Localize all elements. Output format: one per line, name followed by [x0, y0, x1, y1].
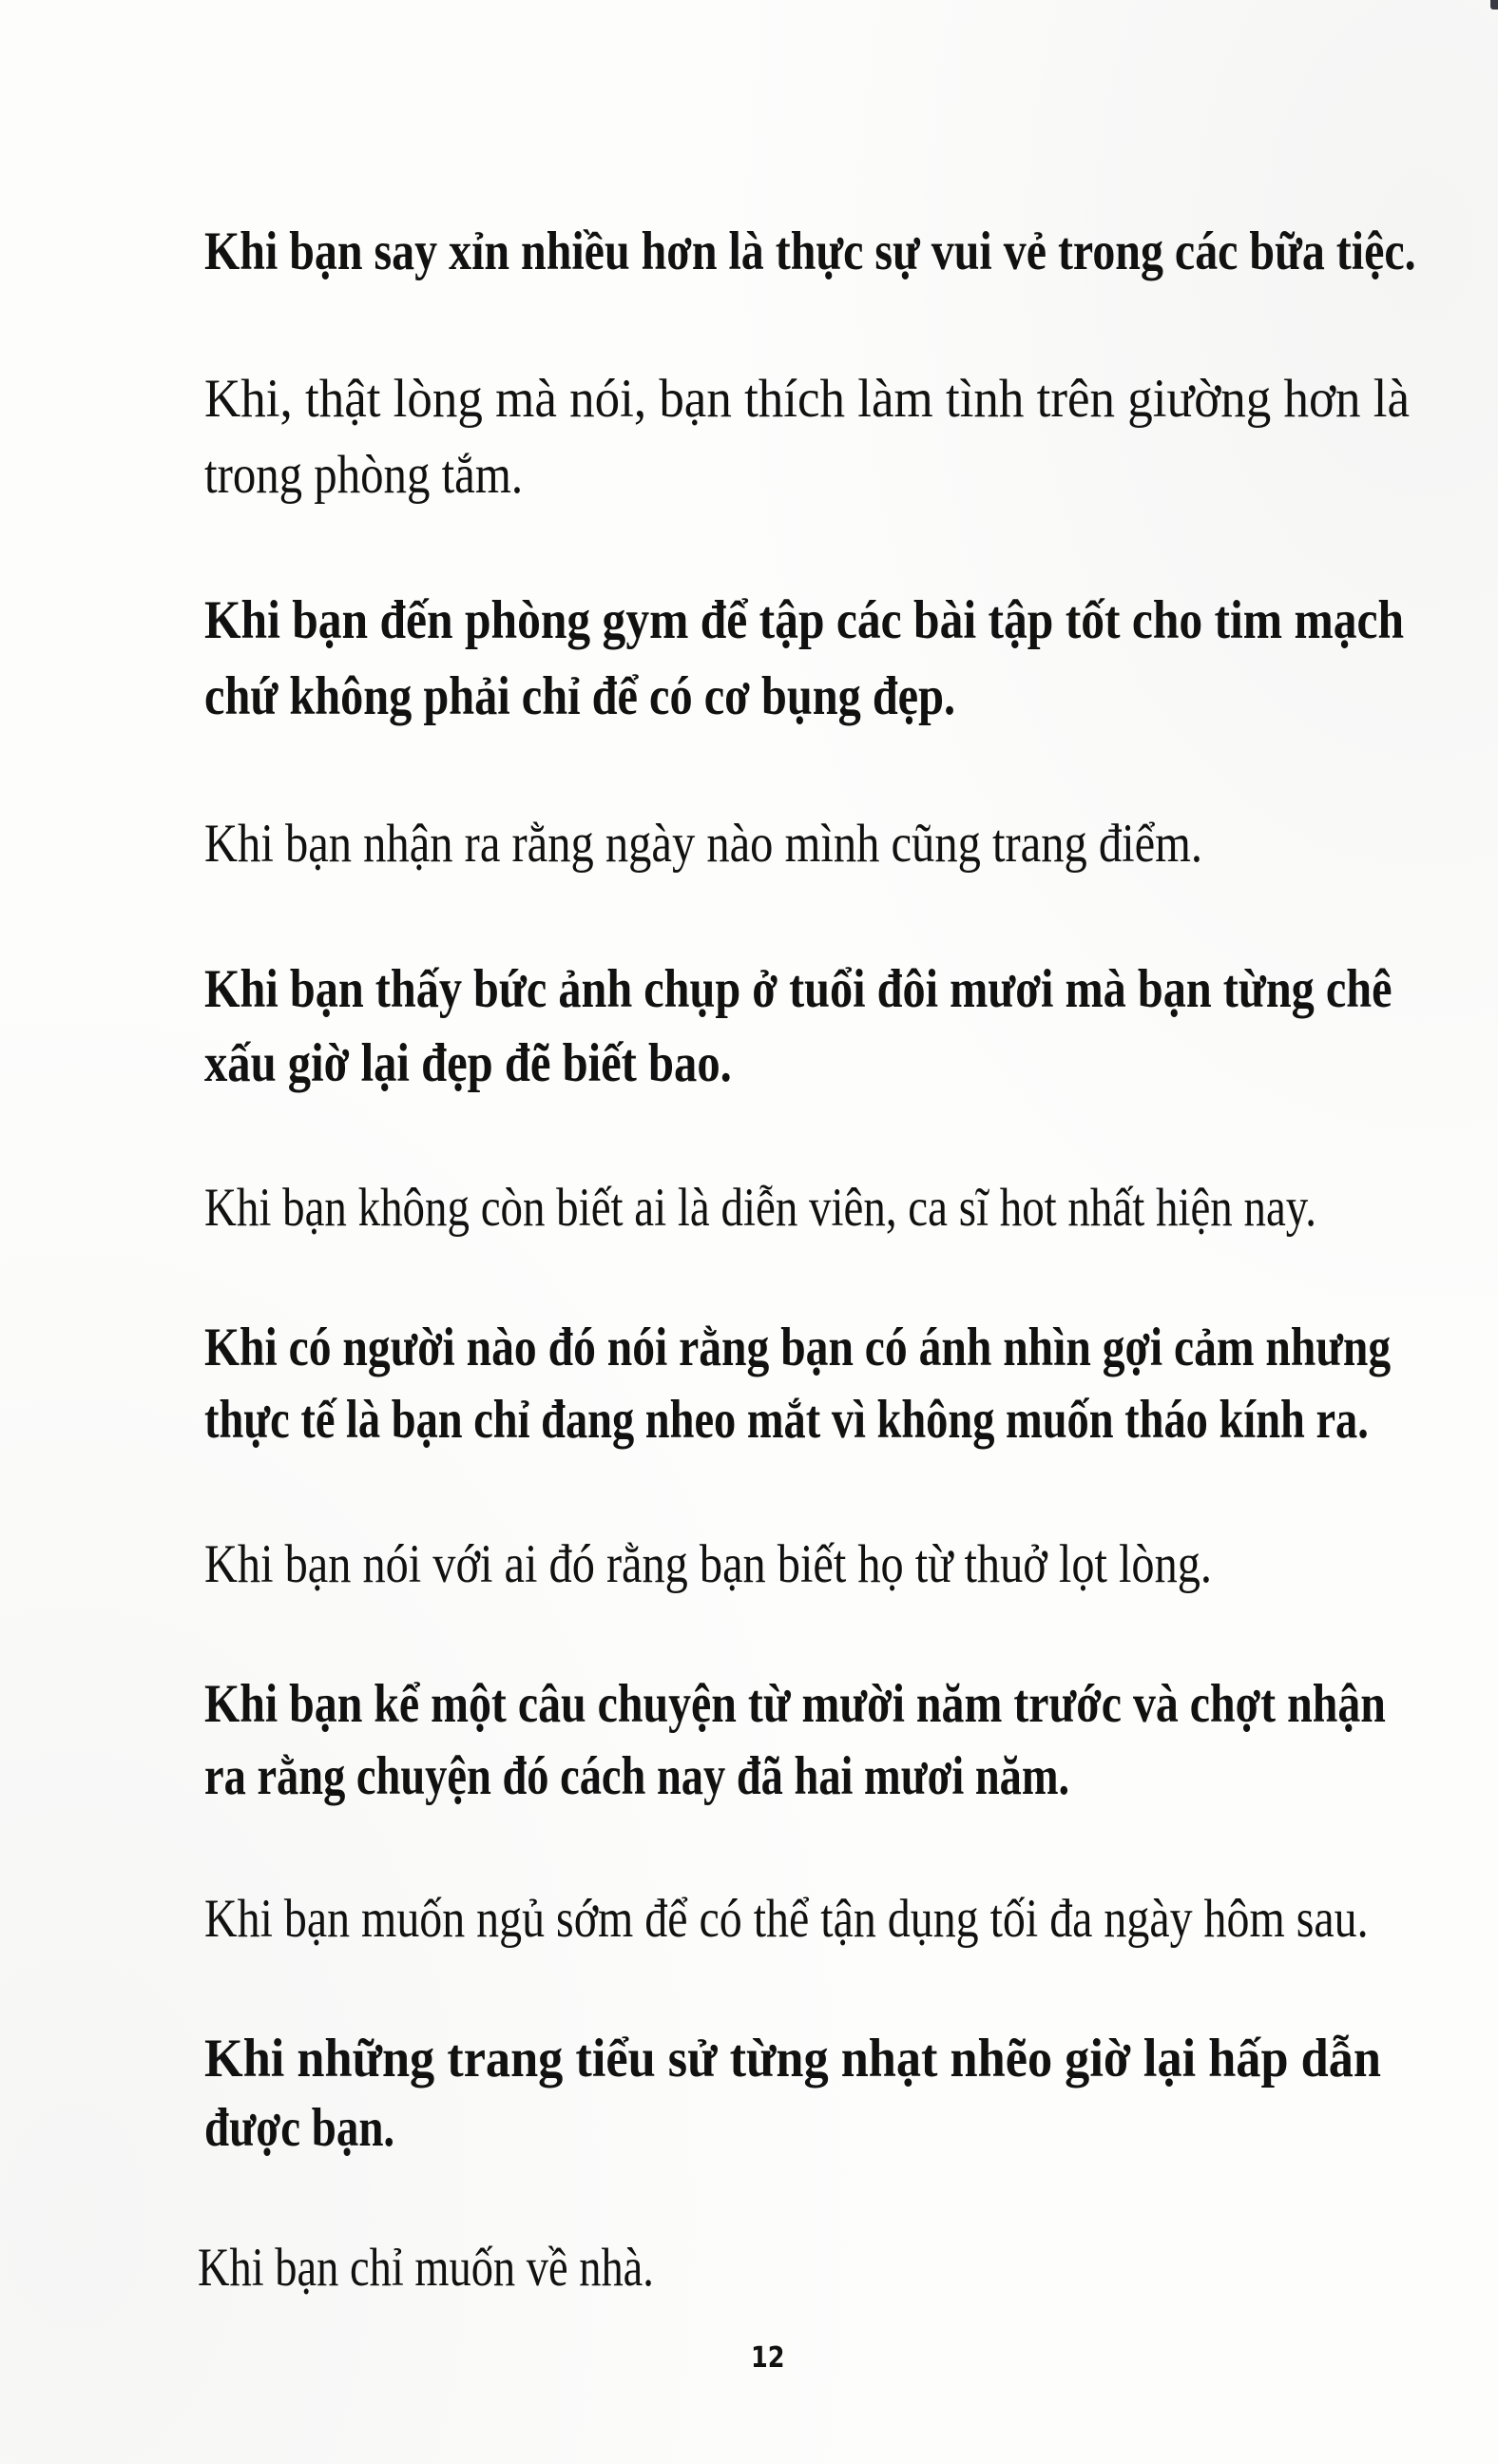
paragraph-3-line-2: chứ không phải chỉ để có cơ bụng đẹp.: [204, 666, 956, 726]
paragraph-11-line-1: Khi những trang tiểu sử từng nhạt nhẽo giờ lại hấp dẫn: [204, 2029, 1381, 2089]
scan-edge-mark: [1490, 0, 1498, 10]
paragraph-2-line-2: trong phòng tắm.: [204, 445, 524, 505]
paragraph-6-line-1: Khi bạn không còn biết ai là diễn viên, ca sĩ hot nhất hiện nay.: [204, 1178, 1316, 1238]
paragraph-8-line-1: Khi bạn nói với ai đó rằng bạn biết họ từ thuở lọt lòng.: [204, 1534, 1213, 1594]
paragraph-11-line-2: được bạn.: [204, 2098, 395, 2158]
paragraph-9-line-2: ra rằng chuyện đó cách nay đã hai mươi năm.: [204, 1746, 1070, 1806]
paragraph-5-line-2: xấu giờ lại đẹp đẽ biết bao.: [204, 1033, 732, 1093]
paragraph-2-line-1: Khi, thật lòng mà nói, bạn thích làm tình trên giường hơn là: [204, 369, 1410, 429]
paragraph-3-line-1: Khi bạn đến phòng gym để tập các bài tập tốt cho tim mạch: [204, 590, 1405, 650]
paragraph-4-line-1: Khi bạn nhận ra rằng ngày nào mình cũng trang điểm.: [204, 814, 1203, 874]
paragraph-10-line-1: Khi bạn muốn ngủ sớm để có thể tận dụng tối đa ngày hôm sau.: [204, 1889, 1369, 1949]
paragraph-9-line-1: Khi bạn kể một câu chuyện từ mười năm trước và chợt nhận: [204, 1674, 1386, 1734]
paragraph-1-line-1: Khi bạn say xỉn nhiều hơn là thực sự vui vẻ trong các bữa tiệc.: [204, 221, 1416, 281]
paragraph-12-line-1: Khi bạn chỉ muốn về nhà.: [198, 2238, 654, 2298]
page-number: 12: [751, 2341, 785, 2375]
paragraph-5-line-1: Khi bạn thấy bức ảnh chụp ở tuổi đôi mươi mà bạn từng chê: [204, 959, 1392, 1019]
paragraph-7-line-2: thực tế là bạn chỉ đang nheo mắt vì không muốn tháo kính ra.: [204, 1390, 1369, 1450]
paragraph-7-line-1: Khi có người nào đó nói rằng bạn có ánh nhìn gợi cảm nhưng: [204, 1318, 1392, 1377]
